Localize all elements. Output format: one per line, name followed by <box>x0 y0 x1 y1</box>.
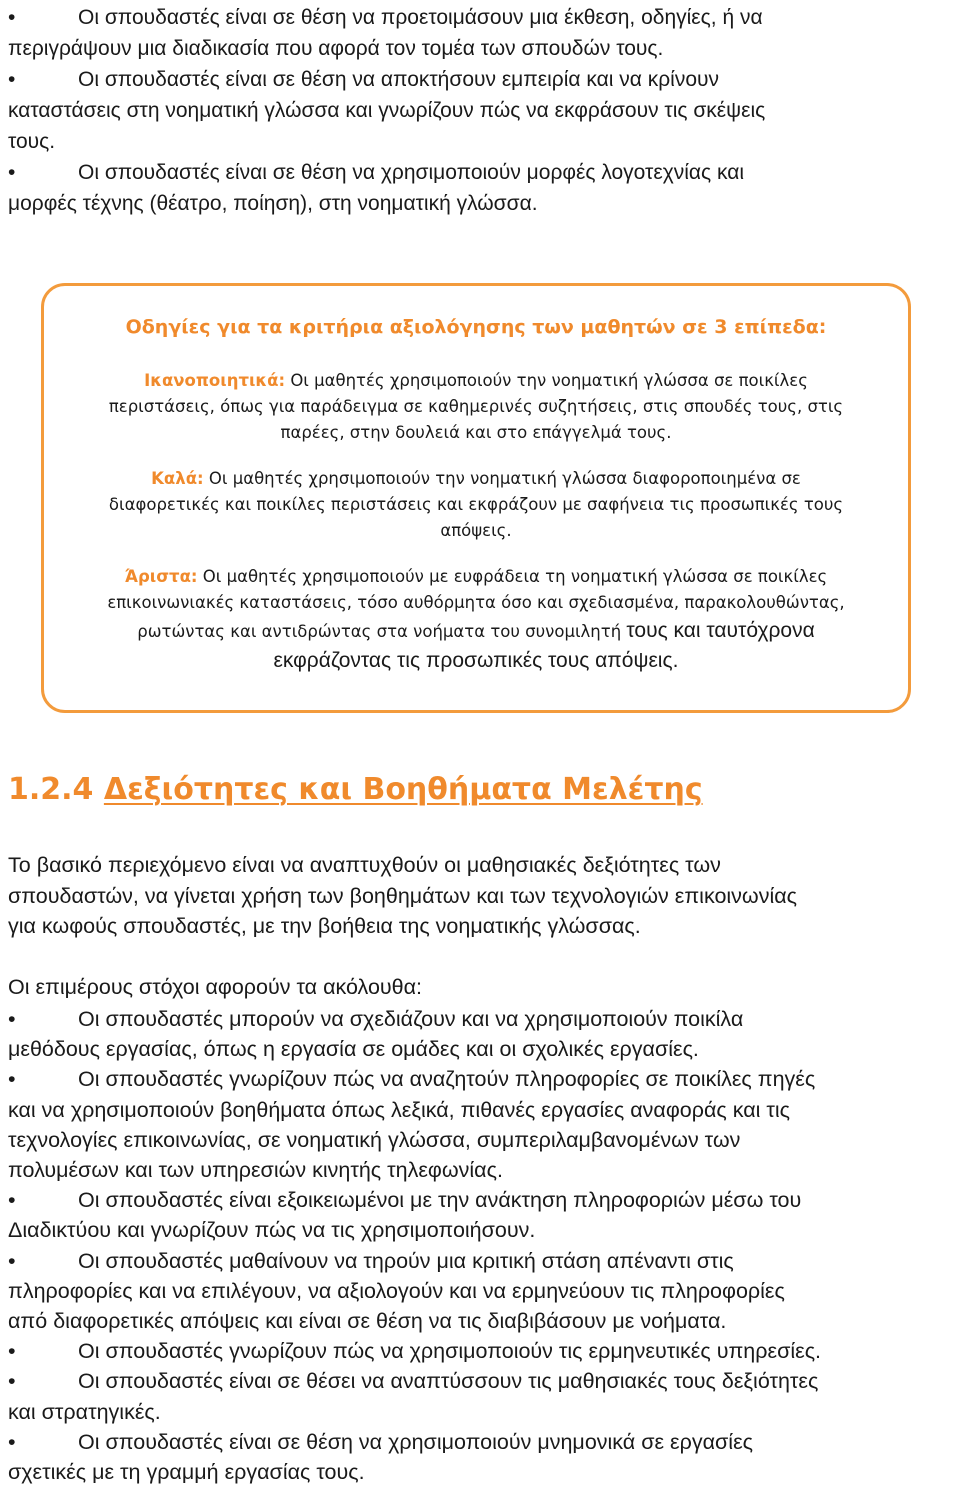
intro-paragraph: Το βασικό περιεχόμενο είναι να αναπτυχθούν οι μαθησιακές δεξιότητες των σπουδαστών, να γίνεται χρήση των βοηθημάτων και των τεχνολογιών επικοινωνίας για κωφούς σπουδαστές, με την βοήθεια της νοηματικής γλώσσας. <box>8 853 798 938</box>
criteria-label: Καλά: <box>151 469 204 488</box>
bullet-icon: • <box>8 161 16 184</box>
section-heading <box>8 772 703 807</box>
goals-intro: Οι επιμέρους στόχοι αφορούν τα ακόλουθα: <box>8 975 423 999</box>
list-item: • Οι σπουδαστές μαθαίνουν να τηρούν μια κριτική στάση απέναντι στις πληροφορίες και να επιλέγουν, να αξιολογούν και να ερμηνεύουν τις πληροφορίες από διαφορετικές απόψεις και είναι σε θέση να τις διαβιβάσουν με νοήματα. <box>8 1246 960 1337</box>
top-bullet-list <box>8 2 956 219</box>
bullet-icon: • <box>8 1369 16 1394</box>
list-item: • Οι σπουδαστές είναι σε θέσει να αναπτύσσουν τις μαθησιακές τους δεξιότητες και στρατηγικές. <box>8 1366 960 1426</box>
bullet-icon: • <box>8 68 16 91</box>
criteria-title: Οδηγίες για τα κριτήρια αξιολόγησης των μαθητών σε 3 επίπεδα: <box>125 316 827 338</box>
criteria-good: Καλά: Οι μαθητές χρησιμοποιούν την νοηματική γλώσσα διαφοροποιημένα σε διαφορετικές και ποικίλες περιστάσεις και εκφράζουν με σαφήνεια τις προσωπικές τους απόψεις. <box>108 469 844 540</box>
assessment-criteria-box <box>41 283 911 713</box>
bullet-icon: • <box>8 1007 16 1031</box>
list-item: • Οι σπουδαστές γνωρίζουν πώς να χρησιμοποιούν τις ερμηνευτικές υπηρεσίες. <box>8 1336 960 1366</box>
bullet-icon: • <box>8 1188 16 1213</box>
list-item: • Οι σπουδαστές είναι σε θέση να χρησιμοποιούν μνημονικά σε εργασίες σχετικές με τη γραμμή εργασίας τους. <box>8 1427 960 1487</box>
list-item: • Οι σπουδαστές είναι σε θέση να αποκτήσουν εμπειρία και να κρίνουν καταστάσεις στη νοηματική γλώσσα και γνωρίζουν πώς να εκφράσουν τις σκέψεις τους. <box>8 64 956 157</box>
list-item: • Οι σπουδαστές γνωρίζουν πώς να αναζητούν πληροφορίες σε ποικίλες πηγές και να χρησιμοποιούν βοηθήματα όπως λεξικά, πιθανές εργασίες αναφοράς και τις τεχνολογίες επικοινωνίας, σε νοηματική γλώσσα, συμπεριλαμβανομένων των πολυμέσων και των υπηρεσιών κινητής τηλεφωνίας. <box>8 1064 960 1185</box>
section-title: Δεξιότητες και Βοηθήματα Μελέτης <box>103 772 703 807</box>
criteria-label: Άριστα: <box>124 567 198 586</box>
section-number: 1.2.4 <box>8 772 94 807</box>
criteria-label: Ικανοποιητικά: <box>144 371 286 390</box>
bullet-icon: • <box>8 1339 16 1364</box>
list-item: • Οι σπουδαστές είναι σε θέση να προετοιμάσουν μια έκθεση, οδηγίες, ή να περιγράψουν μια διαδικασία που αφορά τον τομέα των σπουδών τους. <box>8 2 956 64</box>
criteria-sufficient: Ικανοποιητικά: Οι μαθητές χρησιμοποιούν την νοηματική γλώσσα σε ποικίλες περιστάσεις, όπως για παράδειγμα σε καθημερινές συζητήσεις, στις σπουδές τους, στις παρέες, στην δουλειά και στο επάγγελμά τους. <box>108 371 844 442</box>
list-item: • Οι σπουδαστές είναι εξοικειωμένοι με την ανάκτηση πληροφοριών μέσω του Διαδικτύου και γνωρίζουν πώς να τις χρησιμοποιήσουν. <box>8 1185 960 1245</box>
bullet-icon: • <box>8 1248 16 1273</box>
criteria-excellent: Άριστα: Οι μαθητές χρησιμοποιούν με ευφράδεια τη νοηματική γλώσσα σε ποικίλες επικοινωνιακές καταστάσεις, τόσο αυθόρμητα όσο και σχεδιασμένα, παρακολουθώντας, ρωτώντας και αντιδρώντας στα νοήματα του συνομιλητή τους και ταυτόχρονα εκφράζοντας τις προσωπικές τους απόψεις. <box>107 567 845 672</box>
bullet-icon: • <box>8 6 16 29</box>
bullet-icon: • <box>8 1067 16 1092</box>
list-item: • Οι σπουδαστές μπορούν να σχεδιάζουν και να χρησιμοποιούν ποικίλα μεθόδους εργασίας, όπως η εργασία σε ομάδες και οι σχολικές εργασίες. <box>8 1004 960 1064</box>
list-item: • Οι σπουδαστές είναι σε θέση να χρησιμοποιούν μορφές λογοτεχνίας και μορφές τέχνης (θέατρο, ποίηση), στη νοηματική γλώσσα. <box>8 157 956 219</box>
bullet-icon: • <box>8 1429 16 1454</box>
goals-bullet-list <box>8 1004 960 1487</box>
